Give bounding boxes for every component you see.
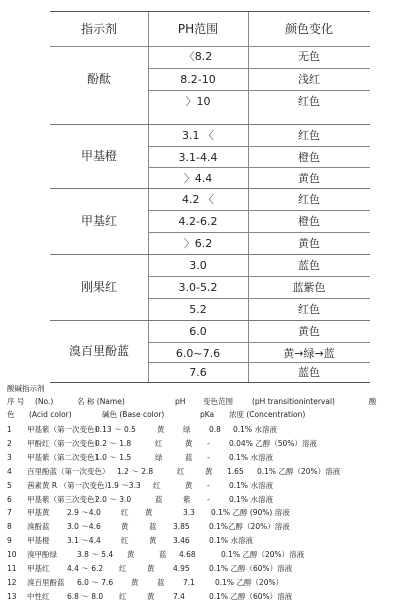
ph-value: 〉6.2	[183, 237, 213, 250]
ph-value: 4.2-6.2	[178, 215, 218, 228]
item-range: 0.2 ～ 1.8	[95, 438, 132, 448]
table-row	[148, 254, 370, 276]
color-value: 黄色	[298, 325, 320, 338]
table-row	[148, 188, 370, 210]
item-base-color: 黄	[145, 508, 153, 518]
item-name: 甲基黄	[27, 508, 50, 518]
item-base-color: 蓝	[185, 452, 193, 462]
item-concentration: 0.1% 乙醇（20%）溶液	[257, 466, 341, 476]
ph-value: 8.2-10	[180, 73, 216, 86]
item-concentration: 0.1% 水溶液	[229, 452, 273, 462]
notes-title: 酸碱指示剂	[7, 384, 45, 393]
header-ph: pH	[175, 397, 186, 406]
item-name: 甲酚红（第一次变色）	[27, 438, 102, 448]
item-number: 2	[7, 438, 12, 448]
header-name: 名 称 (Name)	[77, 397, 125, 406]
ph-value: 6.0	[189, 325, 207, 338]
indicator-group	[50, 124, 370, 188]
item-base-color: 蓝	[159, 550, 167, 560]
item-base-color: 紫	[183, 494, 191, 504]
color-value: 无色	[298, 50, 320, 63]
ph-value: 3.0	[189, 259, 207, 272]
header-indicator: 指示剂	[80, 22, 117, 36]
item-name: 溴百里酚蓝	[27, 577, 65, 587]
item-base-color: 黄	[147, 564, 155, 573]
item-range: 6.0 ～ 7.6	[77, 577, 114, 587]
item-base-color: 黄	[185, 438, 193, 448]
item-acid-color: 红	[121, 536, 129, 546]
item-number: 4	[7, 466, 12, 476]
header-base-color: 碱色 (Base color)	[102, 410, 165, 419]
item-name: 甲基紫（第三次变色）	[27, 494, 102, 504]
item-base-color: 黄	[185, 480, 193, 490]
item-concentration: 0.1% 水溶液	[233, 425, 277, 434]
color-value: 红色	[298, 95, 320, 108]
item-pka: 4.68	[179, 550, 196, 560]
item-pka: -	[207, 438, 210, 448]
item-number: 12	[7, 577, 17, 587]
item-range: 1.0 ～ 1.5	[95, 452, 132, 462]
list-item	[7, 548, 397, 561]
item-concentration: 0.04% 乙醇（50%）溶液	[229, 438, 317, 448]
indicator-name: 甲基橙	[80, 149, 117, 163]
list-item	[7, 451, 397, 464]
item-base-color: 绿	[183, 425, 191, 434]
color-value: 红色	[298, 129, 320, 142]
item-acid-color: 红	[119, 564, 127, 573]
ph-value: 3.0-5.2	[178, 281, 218, 294]
indicator-group	[50, 320, 370, 382]
table-row	[148, 146, 370, 168]
color-value: 浅红	[298, 73, 320, 86]
item-number: 3	[7, 452, 12, 462]
list-item	[7, 590, 397, 603]
color-value: 橙色	[298, 151, 320, 164]
list-item	[7, 437, 397, 450]
ph-value: 5.2	[189, 303, 207, 316]
item-pka: -	[207, 480, 210, 490]
item-acid-color: 红	[177, 466, 185, 476]
item-acid-color: 黄	[157, 425, 165, 434]
item-acid-color: 黄	[127, 550, 135, 560]
item-acid-color: 红	[153, 480, 161, 490]
header-pka: pKa	[200, 410, 215, 419]
indicator-name: 甲基红	[80, 214, 117, 228]
item-number: 11	[7, 564, 17, 573]
item-pka: 3.46	[173, 536, 190, 546]
list-item	[7, 423, 397, 436]
header-seq: 序 号	[7, 397, 25, 406]
table-row	[148, 342, 370, 363]
item-concentration: 0.1% 水溶液	[229, 494, 273, 504]
item-pka: 7.4	[173, 591, 185, 601]
table-row	[148, 210, 370, 233]
item-acid-color: 红	[121, 508, 129, 518]
item-name: 甲基红	[27, 564, 50, 573]
item-concentration: 0.1% 乙醇（20%）溶液	[221, 550, 305, 560]
ph-value: 3.1-4.4	[178, 151, 218, 164]
color-value: 蓝色	[298, 259, 320, 272]
item-pka: -	[207, 452, 210, 462]
item-pka: 4.95	[173, 564, 190, 573]
ph-value: 6.0~7.6	[175, 347, 221, 360]
item-pka: 3.3	[183, 508, 195, 518]
color-value: 黄色	[298, 172, 320, 185]
header-color: 色	[7, 410, 15, 419]
item-range: 3.8 ～ 5.4	[77, 550, 114, 560]
list-item	[7, 493, 397, 506]
item-acid-color: 绿	[155, 452, 163, 462]
table-row	[148, 320, 370, 342]
item-range: 1.9 ～3.3	[107, 480, 141, 490]
item-base-color: 黄	[205, 466, 213, 476]
item-number: 8	[7, 522, 12, 532]
item-pka: -	[207, 494, 210, 504]
list-item	[7, 562, 397, 575]
header-no: (No.)	[35, 397, 54, 406]
list-item	[7, 479, 397, 492]
item-base-color: 蓝	[149, 522, 157, 532]
item-base-color: 黄	[147, 591, 155, 601]
item-concentration: 0.1% 水溶液	[209, 536, 253, 546]
item-range: 6.8 ～ 8.0	[67, 591, 104, 601]
item-pka: 0.8	[209, 425, 221, 434]
list-item	[7, 465, 397, 478]
header-range: 变色范围	[203, 397, 233, 406]
list-item	[7, 520, 397, 533]
header-transition: (pH transitioninterval)	[252, 397, 335, 406]
table-row	[148, 46, 370, 68]
ph-value: 3.1 〈	[182, 129, 214, 142]
item-acid-color: 蓝	[155, 494, 163, 504]
indicator-group	[50, 46, 370, 113]
list-item	[7, 576, 397, 589]
item-number: 1	[7, 425, 12, 434]
ph-value: 〉4.4	[183, 172, 213, 185]
list-item	[7, 534, 397, 547]
item-name: 溴酚蓝	[27, 522, 50, 532]
item-range: 4.4 ～ 6.2	[67, 564, 104, 573]
item-range: 2.0 ～ 3.0	[95, 494, 132, 504]
color-value: 蓝紫色	[292, 281, 326, 294]
item-base-color: 蓝	[157, 577, 165, 587]
table-row	[148, 232, 370, 255]
header-acid: 酸	[369, 397, 377, 406]
item-pka: 1.65	[227, 466, 244, 476]
item-concentration: 0.1% 乙醇（60%）溶液	[209, 591, 293, 601]
indicator-group	[50, 254, 370, 320]
item-number: 6	[7, 494, 12, 504]
header-ph-range: PH范围	[177, 22, 219, 36]
table-header-row	[50, 12, 370, 47]
item-concentration: 0.1% 乙醇 (90%) 溶液	[211, 508, 290, 518]
item-number: 5	[7, 480, 12, 490]
list-item	[7, 506, 397, 519]
item-concentration: 0.1% 乙醇（60%）溶液	[209, 564, 293, 573]
header-acid-color: (Acid color)	[29, 410, 72, 419]
color-value: 黄色	[298, 237, 320, 250]
item-pka: 7.1	[183, 577, 195, 587]
item-concentration: 0.1%乙醇（20%）溶液	[209, 522, 290, 532]
item-acid-color: 红	[119, 591, 127, 601]
indicator-notes	[0, 380, 400, 608]
table-row	[148, 276, 370, 299]
item-name: 溴甲酚绿	[27, 550, 57, 560]
item-name: 甲基紫（第二次变色）	[27, 452, 102, 462]
table-row	[148, 298, 370, 321]
color-value: 红色	[298, 303, 320, 316]
color-value: 红色	[298, 193, 320, 206]
item-name: 甲基紫（第一次变色）	[27, 425, 102, 434]
header-conc: 浓度 (Concentration)	[229, 410, 306, 419]
item-pka: 3.85	[173, 522, 190, 532]
item-acid-color: 红	[155, 438, 163, 448]
item-name: 甲基橙	[27, 536, 50, 546]
item-range: 2.9 ～4.0	[67, 508, 101, 518]
item-range: 3.1 ～4.4	[67, 536, 101, 546]
table-row	[148, 68, 370, 91]
item-number: 10	[7, 550, 17, 560]
item-acid-color: 黄	[131, 577, 139, 587]
item-number: 13	[7, 591, 17, 601]
ph-value: 7.6	[189, 366, 207, 379]
item-range: 3.0 ～4.6	[67, 522, 101, 532]
indicator-group	[50, 188, 370, 254]
color-value: 橙色	[298, 215, 320, 228]
item-number: 7	[7, 508, 12, 518]
ph-value: 〉10	[185, 95, 211, 108]
indicator-table	[50, 11, 370, 383]
indicator-name: 酚酞	[86, 72, 111, 86]
item-range: 1.2 ～ 2.8	[117, 466, 154, 476]
table-row	[148, 124, 370, 146]
item-number: 9	[7, 536, 12, 546]
item-base-color: 黄	[149, 536, 157, 546]
table-row	[148, 167, 370, 189]
color-value: 黄→绿→蓝	[283, 347, 335, 360]
item-range: 0.13 ～ 0.5	[95, 425, 136, 434]
item-name: 中性红	[27, 591, 50, 601]
indicator-name: 溴百里酚蓝	[68, 344, 129, 358]
header-color-change: 颜色变化	[284, 22, 333, 36]
color-value: 蓝色	[298, 366, 320, 379]
item-acid-color: 黄	[121, 522, 129, 532]
item-name: 百里酚蓝（第一次变色）	[27, 466, 110, 476]
item-concentration: 0.1% 乙醇（20%）	[215, 577, 284, 587]
ph-value: 〈8.2	[183, 50, 213, 63]
item-name: 茜素黄 R （第一次变色）	[27, 480, 112, 490]
ph-value: 4.2 〈	[182, 193, 214, 206]
indicator-name: 刚果红	[80, 280, 117, 294]
item-concentration: 0.1% 水溶液	[229, 480, 273, 490]
table-row	[148, 90, 370, 113]
